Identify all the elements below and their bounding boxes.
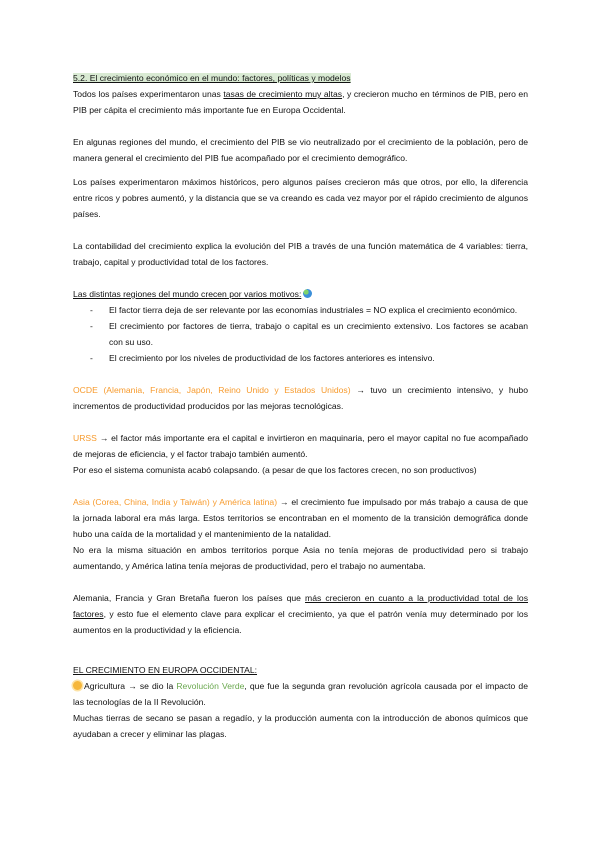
paragraph-urss [73,430,528,462]
alemania-underlined: más crecieron en cuanto a la productividad total de los factores [73,593,528,619]
ocde-text: → tuvo un crecimiento intensivo, y hubo incrementos de productividad producidos por las mejoras tecnológicas. [73,385,528,411]
paragraph-asia-comparison: No era la misma situación en ambos territorios porque Asia no tenía mejoras de productividad pero si trabajo aumentando, y América latina tenía mejoras de productividad, pero el trabajo no aumentaba. [73,545,528,571]
asia-text: → el crecimiento fue impulsado por más trabajo a causa de que la jornada laboral era más larga. Estos territorios se encontraban en el momento de la transición demográfica donde hubo una caída de la mortalidad y el mantenimiento de la natalidad. [73,497,529,539]
section-title [73,70,528,86]
list-item: - El factor tierra deja de ser relevante por las economías industriales = NO explica el crecimiento económico. [73,302,528,318]
p1-underlined: tasas de crecimiento muy altas [223,89,343,99]
paragraph-population: En algunas regiones del mundo, el crecimiento del PIB se vio neutralizado por el crecimiento de la población, pero de manera general el crecimiento del PIB fue acompañado por el crecimiento demográfico. [73,137,528,163]
paragraph-agricultura [73,678,528,710]
agri-text-a: Agricultura → se dio la [84,681,177,691]
paragraph-urss-conclusion: Por eso el sistema comunista acabó colapsando. (a pesar de que los factores crecen, no son productivos) [73,465,477,475]
agri-text-b: , que fue la segunda gran revolución agrícola causada por el impacto de las tecnologías de la II Revolución. [73,681,528,707]
paragraph-growth-rates [73,86,528,118]
paragraph-productivity [73,590,528,638]
section-title-text: 5.2. El crecimiento económico en el mundo: factores, políticas y modelos [73,73,351,83]
paragraph-asia [73,494,528,542]
globe-icon [303,289,312,298]
alemania-text-a: Alemania, Francia y Gran Bretaña fueron los países que [73,593,306,603]
ocde-label: OCDE (Alemania, Francia, Japón, Reino Unido y Estados Unidos) [73,385,351,395]
paragraph-growth-accounting: La contabilidad del crecimiento explica la evolución del PIB a través de una función matemática de 4 variables: tierra, trabajo, capital y productividad total de los factores. [73,241,528,267]
alemania-text-b: , y esto fue el elemento clave para explicar el crecimiento, ya que el patrón venía muy determinado por los aumentos en la productividad y la eficiencia. [73,609,528,635]
p1-text-b: , y crecieron mucho en términos de PIB, pero en PIB per cápita el crecimiento más importante fue en Europa Occidental. [73,89,528,115]
revolucion-verde: Revolución Verde [176,681,245,691]
asia-label: Asia (Corea, China, India y Taiwán) y América latina) [73,497,278,507]
document-page [73,70,528,742]
europa-heading-text: EL CRECIMIENTO EN EUROPA OCCIDENTAL: [73,665,258,675]
urss-text: → el factor más importante era el capital e invirtieron en maquinaria, pero el mayor capital no fue acompañado de mejoras de eficiencia, y el factor trabajo también aumentó. [73,433,528,459]
p1-text-a: Todos los países experimentaron unas [73,89,224,99]
sun-icon [73,681,82,690]
paragraph-ocde [73,382,528,414]
paragraph-regadio: Muchas tierras de secano se pasan a regadío, y la producción aumenta con la introducción de abonos químicos que ayudaban a crecer y eliminar las plagas. [73,713,528,739]
regions-list [73,302,528,366]
urss-label: URSS [73,433,97,443]
regions-heading [73,286,528,302]
europa-heading [73,662,528,678]
regions-heading-text: Las distintas regiones del mundo crecen por varios motivos: [73,289,302,299]
list-item: - El crecimiento por factores de tierra, trabajo o capital es un crecimiento extensivo. Los factores se acaban con su uso. [73,318,528,350]
list-item: - El crecimiento por los niveles de productividad de los factores anteriores es intensivo. [73,350,528,366]
paragraph-inequality: Los países experimentaron máximos históricos, pero algunos países crecieron más que otros, por ello, la diferencia entre ricos y pobres aumentó, y la distancia que se va creando es cada vez mayor por el rápido crecimiento de algunos países. [73,177,528,219]
